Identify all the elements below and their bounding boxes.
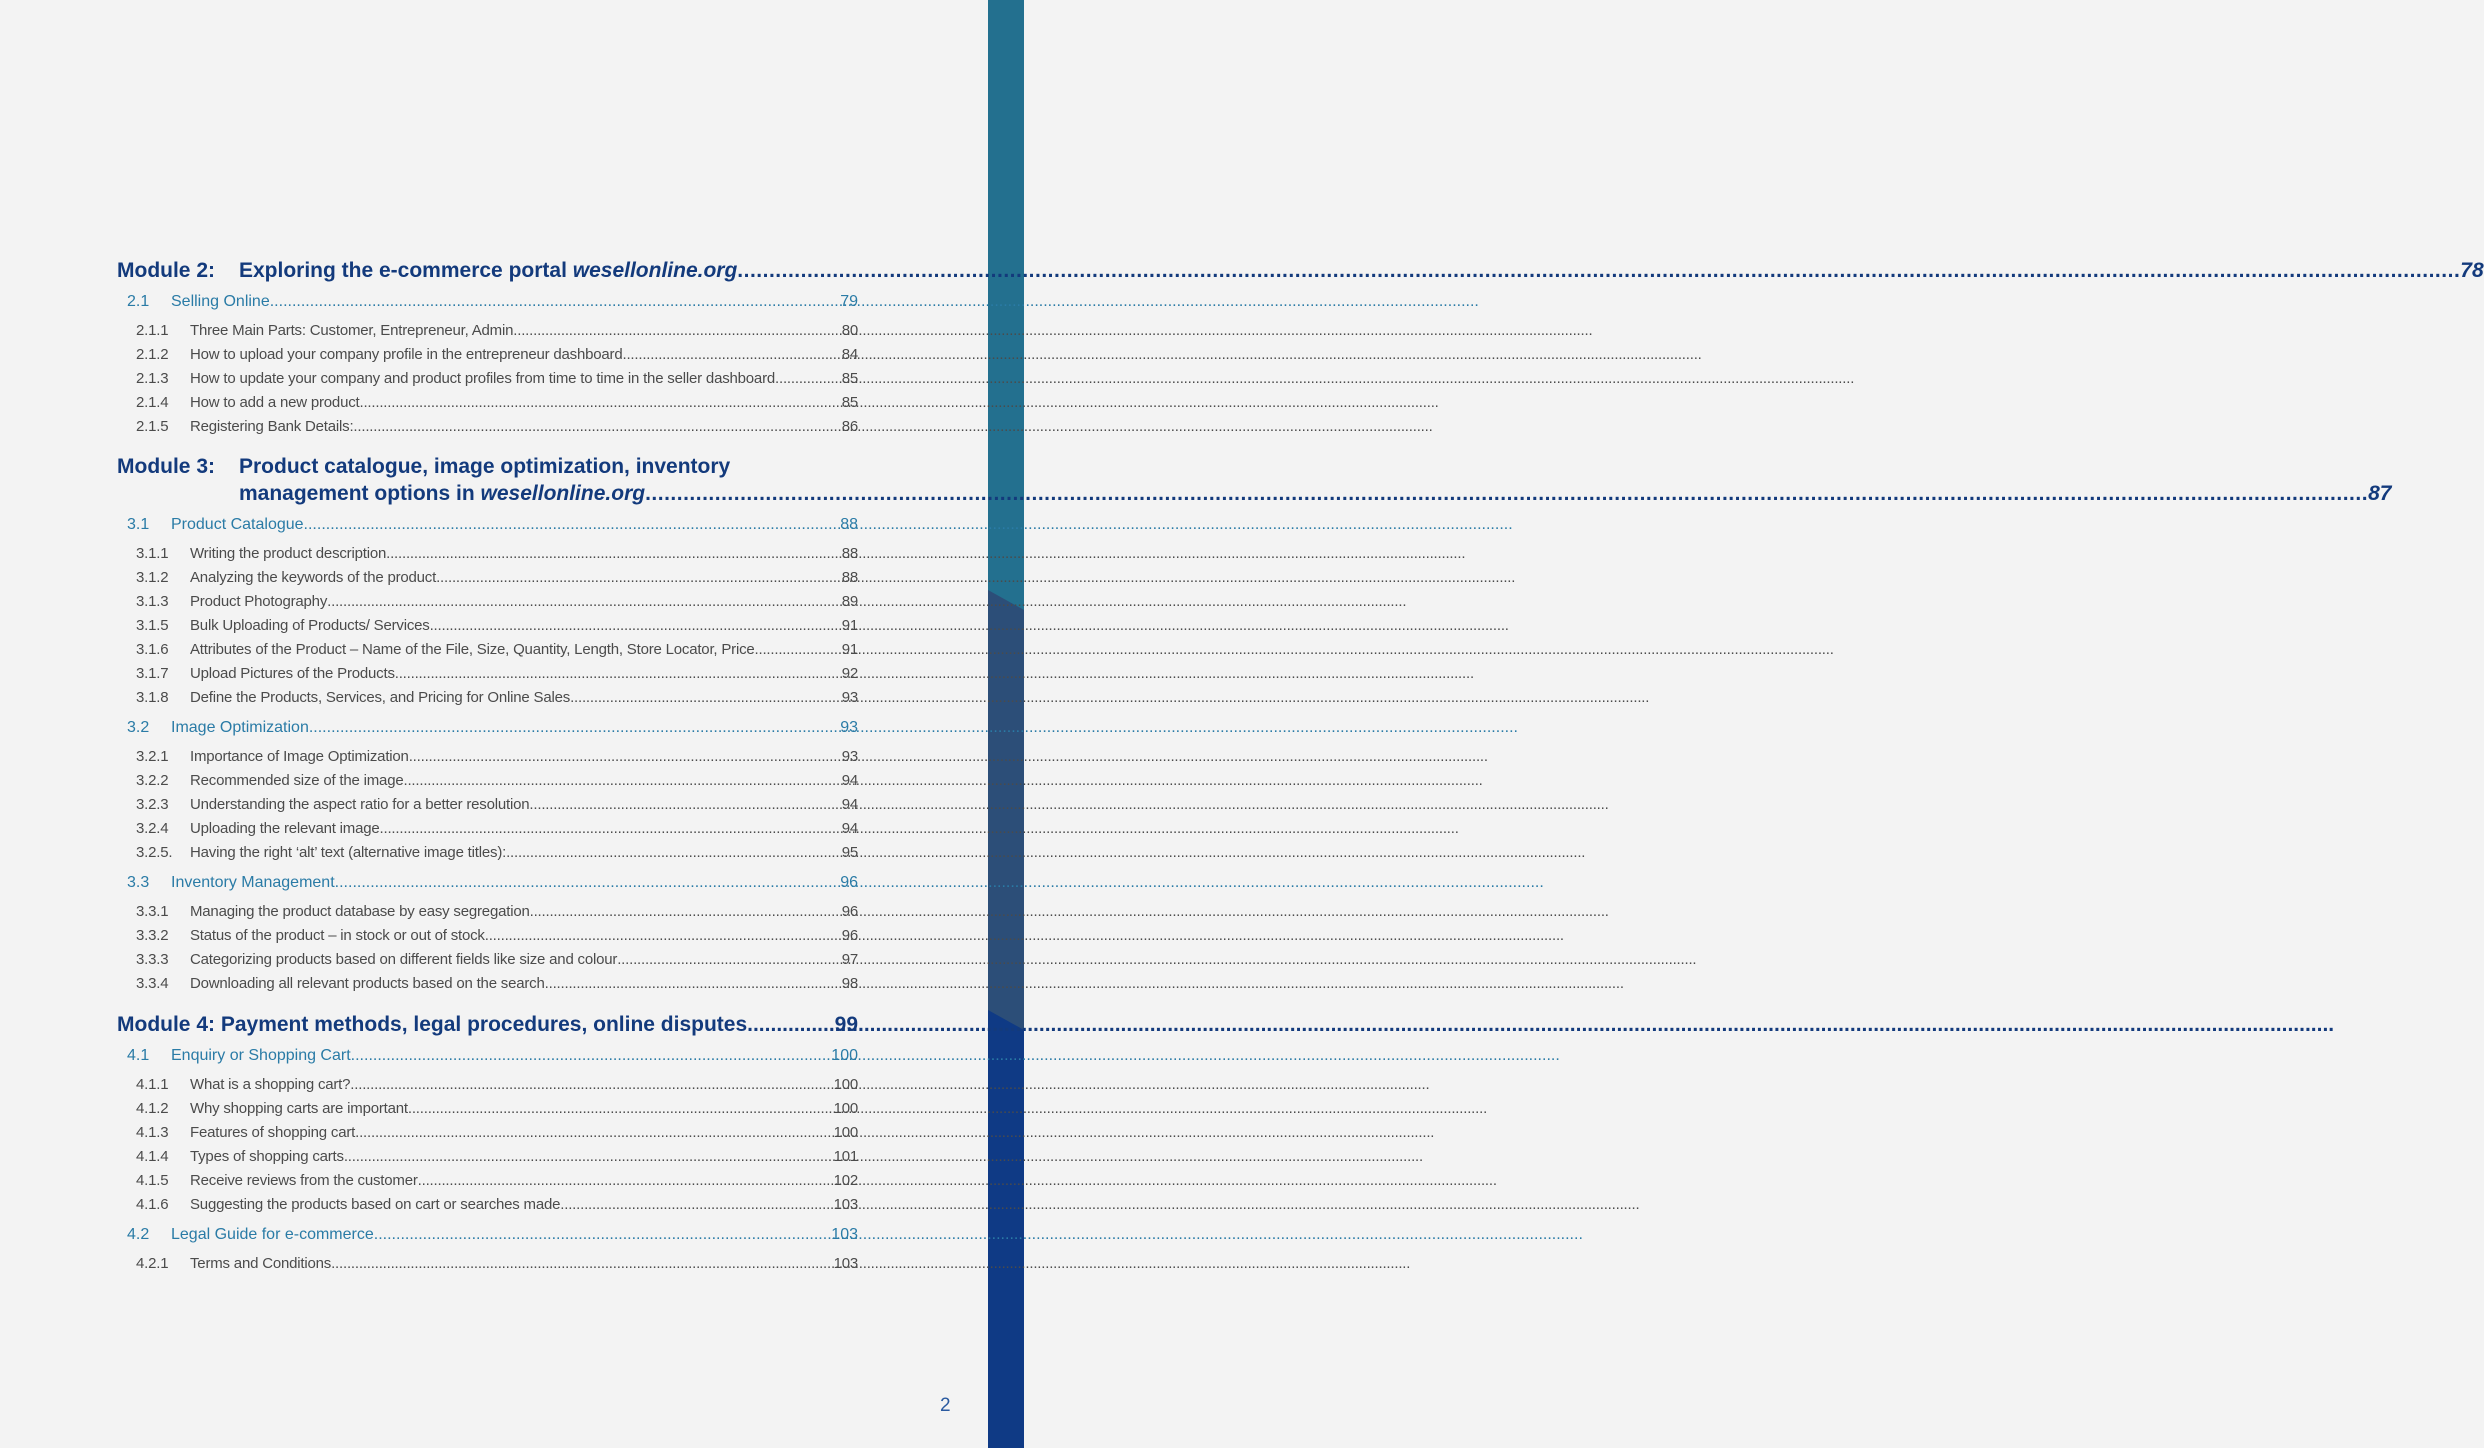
module-title-line1: Product catalogue, image optimization, inventory [239,455,731,478]
subsection-entry[interactable] [117,924,858,948]
subsection-entry[interactable] [117,1097,858,1121]
module-label: Module 4: [117,1013,215,1036]
subsection-title: Why shopping carts are important [190,1100,408,1117]
dot-leader [270,290,840,314]
subsection-title: Writing the product description [190,545,387,562]
table-of-contents [117,257,2484,1276]
subsection-title: Upload Pictures of the Products [190,665,395,682]
subsection-page: 92 [841,665,858,682]
dot-leader [617,948,841,972]
subsection-title: Having the right ‘alt’ text (alternative image titles): [190,844,507,861]
subsection-number: 3.1.7 [136,665,169,682]
subsection-page: 80 [841,322,858,339]
subsection-entry[interactable] [117,1252,858,1276]
module-heading-row[interactable] [117,257,2484,284]
module-title-text: Exploring the e-commerce portal [239,259,573,282]
dot-leader [386,542,842,566]
subsection-entry[interactable] [117,566,858,590]
subsection-number: 3.3.3 [136,951,169,968]
dot-leader [530,900,842,924]
subsection-title: Suggesting the products based on cart or searches made [190,1196,561,1213]
module-title [117,1011,747,1038]
section-title: Product Catalogue [171,516,304,533]
subsection-entry[interactable] [117,900,858,924]
subsection-number: 3.3.1 [136,903,169,920]
section-title: Selling Online [171,293,270,310]
subsection-page: 96 [841,927,858,944]
subsection-page: 85 [841,370,858,387]
subsection-number: 4.1.2 [136,1100,169,1117]
module-title-text: Payment methods, legal procedures, online disputes [220,1013,748,1036]
subsection-number: 4.1.5 [136,1172,169,1189]
subsection-page: 100 [833,1076,858,1093]
dot-leader [304,513,841,537]
subsection-page: 91 [841,641,858,658]
dot-leader [570,686,842,710]
subsection-title: Three Main Parts: Customer, Entrepreneur, Admin [190,322,514,339]
subsection-number: 3.1.2 [136,569,169,586]
subsection-number: 3.1.5 [136,617,169,634]
subsection-number: 4.1.6 [136,1196,169,1213]
subsection-title: Receive reviews from the customer [190,1172,418,1189]
dot-leader [737,257,2460,284]
subsection-number: 2.1.5 [136,418,169,435]
subsection-page: 93 [841,689,858,706]
module-title-italic: wesellonline.org [480,482,646,505]
section-entry[interactable] [117,290,858,314]
subsection-title: Uploading the relevant image [190,820,380,837]
subsection-entry[interactable] [117,367,858,391]
subsection-entry[interactable] [117,948,858,972]
module-heading-row[interactable] [117,1011,858,1038]
subsection-number: 3.2.5. [136,844,173,861]
subsection-title: Status of the product – in stock or out of stock [190,927,485,944]
section-number: 3.3 [127,874,150,891]
section-title: Inventory Management [171,874,335,891]
dot-leader [380,817,842,841]
subsection-entry[interactable] [117,1073,858,1097]
subsection-page: 98 [841,975,858,992]
subsection-number: 2.1.3 [136,370,169,387]
section-entry[interactable] [117,1044,858,1068]
dot-leader [747,1011,835,1038]
subsection-page: 94 [841,772,858,789]
subsection-title: Bulk Uploading of Products/ Services [190,617,430,634]
module-label: Module 3: [117,455,215,478]
dot-leader [327,590,842,614]
module-heading [117,1011,858,1038]
subsection-page: 86 [841,418,858,435]
subsection-page: 96 [841,903,858,920]
dot-leader [408,1097,834,1121]
subsection-entry[interactable] [117,1169,858,1193]
subsection-number: 3.1.8 [136,689,169,706]
module-title-block [239,453,2391,507]
subsection-entry[interactable] [117,972,858,996]
dot-leader [395,662,842,686]
subsection-page: 103 [833,1255,858,1272]
subsection-page: 84 [841,346,858,363]
module-heading [117,453,2392,507]
subsection-number: 2.1.2 [136,346,169,363]
subsection-entry[interactable] [117,391,858,415]
subsection-page: 93 [841,748,858,765]
dot-leader [418,1169,834,1193]
subsection-title: Importance of Image Optimization [190,748,409,765]
subsection-title: Analyzing the keywords of the product [190,569,437,586]
subsection-page: 103 [833,1196,858,1213]
subsection-page: 88 [841,545,858,562]
subsection-page: 100 [833,1124,858,1141]
subsection-title: Understanding the aspect ratio for a better resolution [190,796,530,813]
section-number: 4.2 [127,1226,150,1243]
subsection-page: 88 [841,569,858,586]
subsection-title: Product Photography [190,593,328,610]
subsection-title: Recommended size of the image [190,772,404,789]
subsection-title: Types of shopping carts [190,1148,344,1165]
subsection-page: 91 [841,617,858,634]
page-number: 2 [940,1395,951,1416]
section-number: 4.1 [127,1047,150,1064]
subsection-title: Categorizing products based on different fields like size and colour [190,951,618,968]
subsection-number: 3.3.4 [136,975,169,992]
subsection-page: 95 [841,844,858,861]
subsection-entry[interactable] [117,817,858,841]
dot-leader [350,1073,833,1097]
dot-leader [436,566,842,590]
subsection-title: Terms and Conditions [190,1255,332,1272]
subsection-number: 4.2.1 [136,1255,169,1272]
dot-leader [645,480,2368,507]
subsection-number: 3.2.4 [136,820,169,837]
dot-leader [560,1193,833,1217]
section-number: 3.1 [127,516,150,533]
subsection-entry[interactable] [117,769,858,793]
subsection-number: 3.1.1 [136,545,169,562]
subsection-entry[interactable] [117,686,858,710]
subsection-entry[interactable] [117,1193,858,1217]
dot-leader [775,367,842,391]
section-entry[interactable] [117,871,858,895]
subsection-page: 85 [841,394,858,411]
subsection-page: 101 [833,1148,858,1165]
subsection-page: 100 [833,1100,858,1117]
section-page: 100 [831,1047,858,1064]
subsection-title: Downloading all relevant products based on the search [190,975,545,992]
module-title-row [117,1011,858,1038]
subsection-page: 97 [841,951,858,968]
module-title-italic: wesellonline.org [572,259,738,282]
section-title: Image Optimization [171,719,309,736]
module-title-text: management options in [239,482,481,505]
subsection-title: Attributes of the Product – Name of the File, Size, Quantity, Length, Store Locator, Price [190,641,755,658]
module-title [239,480,645,507]
dot-leader [344,1145,834,1169]
dot-leader [335,871,841,895]
subsection-entry[interactable] [117,343,858,367]
module-page: 78 [2460,259,2484,282]
module-heading [117,257,2484,284]
module-label: Module 2: [117,259,215,282]
subsection-entry[interactable] [117,841,858,865]
subsection-title: What is a shopping cart? [190,1076,351,1093]
subsection-number: 3.2.1 [136,748,169,765]
dot-leader [430,614,842,638]
dot-leader [353,415,841,439]
dot-leader [485,924,842,948]
section-title: Enquiry or Shopping Cart [171,1047,351,1064]
dot-leader [374,1223,832,1247]
section-page: 88 [840,516,858,533]
section-title: Legal Guide for e-commerce [171,1226,374,1243]
subsection-title: Managing the product database by easy segregation [190,903,530,920]
subsection-title: Features of shopping cart [190,1124,356,1141]
subsection-entry[interactable] [117,542,858,566]
section-page: 79 [840,293,858,310]
subsection-number: 3.1.3 [136,593,169,610]
subsection-title: How to upload your company profile in the entrepreneur dashboard [190,346,623,363]
subsection-page: 89 [841,593,858,610]
subsection-entry[interactable] [117,793,858,817]
subsection-entry[interactable] [117,745,858,769]
subsection-number: 3.2.2 [136,772,169,789]
dot-leader [351,1044,832,1068]
subsection-number: 3.3.2 [136,927,169,944]
dot-leader [513,319,841,343]
section-page: 93 [840,719,858,736]
module-title [239,257,737,284]
subsection-entry[interactable] [117,1145,858,1169]
dot-leader [403,769,841,793]
dot-leader [622,343,841,367]
module-page: 87 [2368,482,2392,505]
dot-leader [506,841,842,865]
subsection-title: How to add a new product [190,394,360,411]
subsection-page: 94 [841,820,858,837]
subsection-number: 4.1.4 [136,1148,169,1165]
dot-leader [355,1121,833,1145]
section-page: 103 [831,1226,858,1243]
dot-leader [309,716,840,740]
subsection-entry[interactable] [117,590,858,614]
module-title-row [239,480,2391,507]
section-entry[interactable] [117,716,858,740]
subsection-number: 4.1.1 [136,1076,169,1093]
module-heading-row[interactable] [117,453,2392,507]
dot-leader [409,745,842,769]
dot-leader [755,638,842,662]
subsection-entry[interactable] [117,1121,858,1145]
section-number: 2.1 [127,293,150,310]
subsection-number: 2.1.1 [136,322,169,339]
subsection-number: 4.1.3 [136,1124,169,1141]
subsection-number: 3.2.3 [136,796,169,813]
dot-leader [545,972,842,996]
module-page: 99 [834,1013,858,1036]
subsection-entry[interactable] [117,662,858,686]
dot-leader [529,793,841,817]
subsection-number: 3.1.6 [136,641,169,658]
subsection-entry[interactable] [117,415,858,439]
subsection-title: Define the Products, Services, and Pricing for Online Sales [190,689,571,706]
module-title-block [239,257,2484,284]
module-title-row [239,257,2484,284]
section-entry[interactable] [117,513,858,537]
subsection-entry[interactable] [117,319,858,343]
subsection-page: 102 [833,1172,858,1189]
subsection-page: 94 [841,796,858,813]
subsection-entry[interactable] [117,638,858,662]
dot-leader [359,391,841,415]
subsection-title: How to update your company and product profiles from time to time in the seller dashboard [190,370,776,387]
section-entry[interactable] [117,1223,858,1247]
section-page: 96 [840,874,858,891]
subsection-entry[interactable] [117,614,858,638]
subsection-title: Registering Bank Details: [190,418,354,435]
section-number: 3.2 [127,719,150,736]
dot-leader [331,1252,833,1276]
subsection-number: 2.1.4 [136,394,169,411]
